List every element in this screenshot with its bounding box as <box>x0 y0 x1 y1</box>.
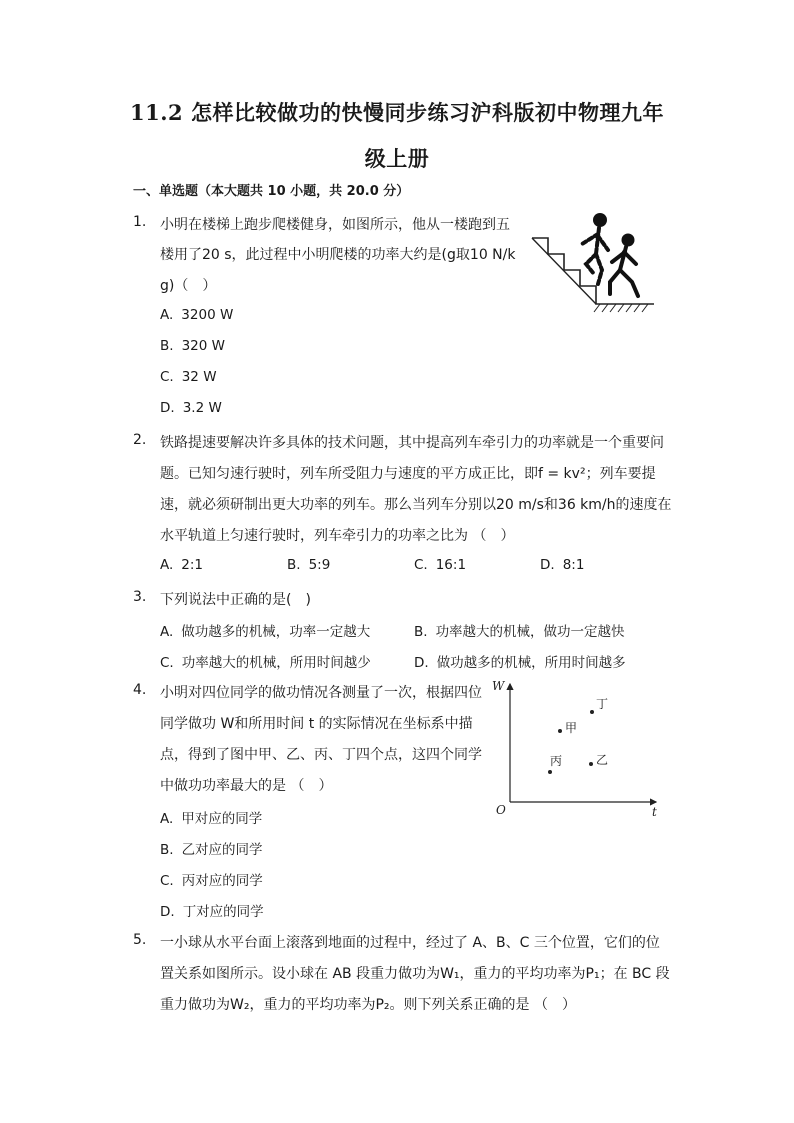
option-4b[interactable]: B. 乙对应的同学 <box>160 842 263 858</box>
option-3a[interactable]: A. 做功越多的机械，功率一定越大 <box>160 624 371 640</box>
question-number: 4. <box>133 682 147 698</box>
title-line-1: 11.2 怎样比较做功的快慢同步练习沪科版初中物理九年 <box>130 100 664 125</box>
point-ding <box>590 710 594 714</box>
question-text-line: 速，就必须研制出更大功率的列车。那么当列车分别以20 m/s和36 km/h的速度在 <box>160 497 672 513</box>
option-4c[interactable]: C. 丙对应的同学 <box>160 873 263 889</box>
section-heading: 一、单选题（本大题共 10 小题，共 20.0 分） <box>133 184 410 199</box>
option-3d[interactable]: D. 做功越多的机械，所用时间越多 <box>414 655 626 671</box>
title-line-2: 级上册 <box>364 146 430 171</box>
question-text-line: 小明对四位同学的做功情况各测量了一次，根据四位 <box>160 685 482 701</box>
point-label-jia: 甲 <box>565 721 578 735</box>
question-text-line: g)（ ） <box>160 278 217 294</box>
point-jia <box>558 729 562 733</box>
option-1d[interactable]: D. 3.2 W <box>160 400 222 416</box>
question-text-line: 点，得到了图中甲、乙、丙、丁四个点，这四个同学 <box>160 747 482 763</box>
point-label-yi: 乙 <box>596 753 609 767</box>
x-axis-label: t <box>652 805 657 818</box>
work-time-graph <box>488 676 664 818</box>
option-4a[interactable]: A. 甲对应的同学 <box>160 811 263 827</box>
question-text-line: 同学做功 W和所用时间 t 的实际情况在坐标系中描 <box>160 716 473 732</box>
question-text-line: 置关系如图所示。设小球在 AB 段重力做功为W₁，重力的平均功率为P₁；在 BC 段 <box>160 966 670 982</box>
question-text-line: 下列说法中正确的是( ) <box>160 592 311 608</box>
option-4d[interactable]: D. 丁对应的同学 <box>160 904 264 920</box>
question-number: 5. <box>133 932 147 948</box>
question-text-line: 中做功功率最大的是 （ ） <box>160 778 333 794</box>
option-2d[interactable]: D. 8:1 <box>540 557 585 573</box>
question-text-line: 楼用了20 s，此过程中小明爬楼的功率大约是(g取10 N/k <box>160 247 516 263</box>
question-text-line: 小明在楼梯上跑步爬楼健身，如图所示，他从一楼跑到五 <box>160 217 510 233</box>
question-text-line: 水平轨道上匀速行驶时，列车牵引力的功率之比为 （ ） <box>160 528 515 544</box>
option-2b[interactable]: B. 5:9 <box>287 557 331 573</box>
question-number: 3. <box>133 589 147 605</box>
point-bing <box>548 770 552 774</box>
question-number: 2. <box>133 432 147 448</box>
question-text-line: 一小球从水平台面上滚落到地面的过程中，经过了 A、B、C 三个位置，它们的位 <box>160 935 660 951</box>
option-1b[interactable]: B. 320 W <box>160 338 225 354</box>
y-axis-label: W <box>492 679 505 693</box>
point-label-ding: 丁 <box>596 697 609 711</box>
option-2a[interactable]: A. 2:1 <box>160 557 204 573</box>
option-3c[interactable]: C. 功率越大的机械，所用时间越少 <box>160 655 371 671</box>
option-1c[interactable]: C. 32 W <box>160 369 217 385</box>
option-3b[interactable]: B. 功率越大的机械，做功一定越快 <box>414 624 625 640</box>
question-text-line: 重力做功为W₂，重力的平均功率为P₂。则下列关系正确的是 （ ） <box>160 997 576 1013</box>
origin-label: O <box>496 803 506 817</box>
point-label-bing: 丙 <box>550 754 563 768</box>
question-number: 1. <box>133 214 147 230</box>
option-1a[interactable]: A. 3200 W <box>160 307 234 323</box>
question-text-line: 铁路提速要解决许多具体的技术问题，其中提高列车牵引力的功率就是一个重要问 <box>160 435 664 451</box>
question-text-line: 题。已知匀速行驶时，列车所受阻力与速度的平方成正比，即f = kv²；列车要提 <box>160 466 656 482</box>
option-2c[interactable]: C. 16:1 <box>414 557 467 573</box>
stair-climbing-figure <box>528 208 660 318</box>
point-yi <box>589 762 593 766</box>
